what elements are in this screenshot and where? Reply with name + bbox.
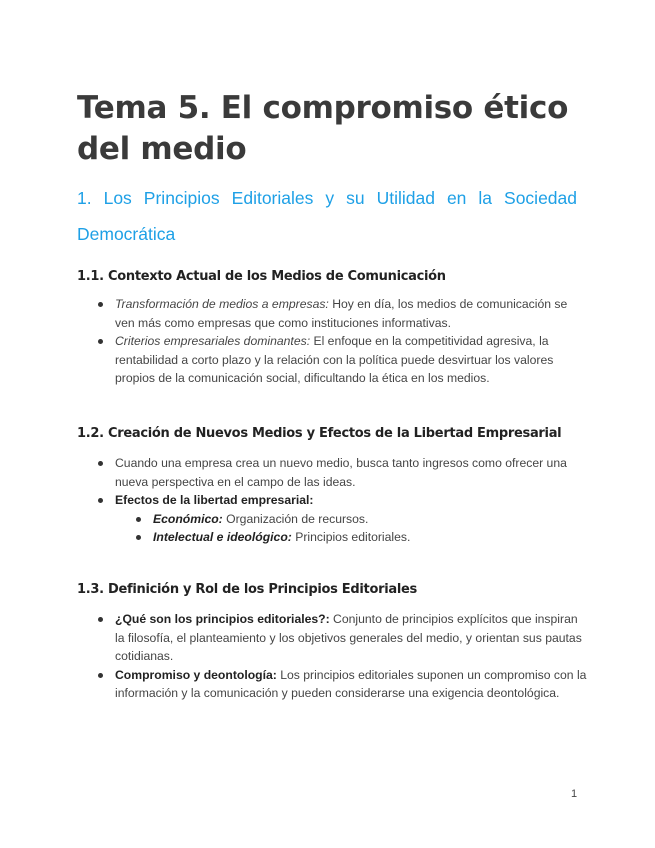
section-heading: 1. Los Principios Editoriales y su Utilidad en la Sociedad Democrática [77, 188, 577, 244]
item-text: Principios editoriales. [291, 530, 411, 544]
list-item [135, 528, 587, 547]
bullet-list-1-1 [97, 295, 587, 388]
page-number: 1 [571, 788, 578, 800]
item-label: Económico: [153, 511, 223, 526]
list-item [97, 610, 587, 666]
item-label: ¿Qué son los principios editoriales?: [115, 612, 330, 626]
page-title: Tema 5. El compromiso ético del medio [77, 90, 569, 167]
list-item [97, 295, 587, 332]
list-item [135, 510, 587, 529]
list-item [97, 491, 587, 547]
item-text: Los principios editoriales suponen un compromiso con la información y la comunicación y pueden considerarse una exigencia deontológica. [115, 667, 587, 700]
list-item [97, 666, 587, 703]
item-label: Criterios empresariales dominantes: [115, 334, 311, 348]
item-text: Conjunto de principios explícitos que inspiran la filosofía, el planteamiento y los objetivos generales del medio, y orientan sus pautas cotidianas. [115, 612, 582, 663]
item-text: Hoy en día, los medios de comunicación se ven más como empresas que como instituciones informativas. [115, 297, 568, 330]
nested-list [135, 510, 587, 547]
item-label: Intelectual e ideológico: [153, 530, 292, 544]
bullet-list-1-2 [97, 454, 587, 547]
item-text: Cuando una empresa crea un nuevo medio, busca tanto ingresos como ofrecer una nueva perspectiva en el campo de las ideas. [115, 456, 567, 489]
list-item [97, 454, 587, 491]
item-text: El enfoque en la competitividad agresiva, la rentabilidad a corto plazo y la relación con la política puede desvirtuar los valores propios de la comunicación social, dificultando la ética en los medios. [115, 334, 554, 385]
bullet-list-1-3 [97, 610, 587, 703]
subsection-heading-1-3: 1.3. Definición y Rol de los Principios Editoriales [77, 582, 417, 597]
item-label: Efectos de la libertad empresarial: [115, 493, 314, 507]
subsection-heading-1-2: 1.2. Creación de Nuevos Medios y Efectos de la Libertad Empresarial [77, 426, 562, 441]
item-text: Organización de recursos. [222, 511, 369, 526]
subsection-heading-1-1: 1.1. Contexto Actual de los Medios de Comunicación [77, 269, 446, 284]
item-label: Transformación de medios a empresas: [115, 297, 329, 311]
list-item [97, 332, 587, 388]
item-label: Compromiso y deontología: [115, 667, 277, 682]
